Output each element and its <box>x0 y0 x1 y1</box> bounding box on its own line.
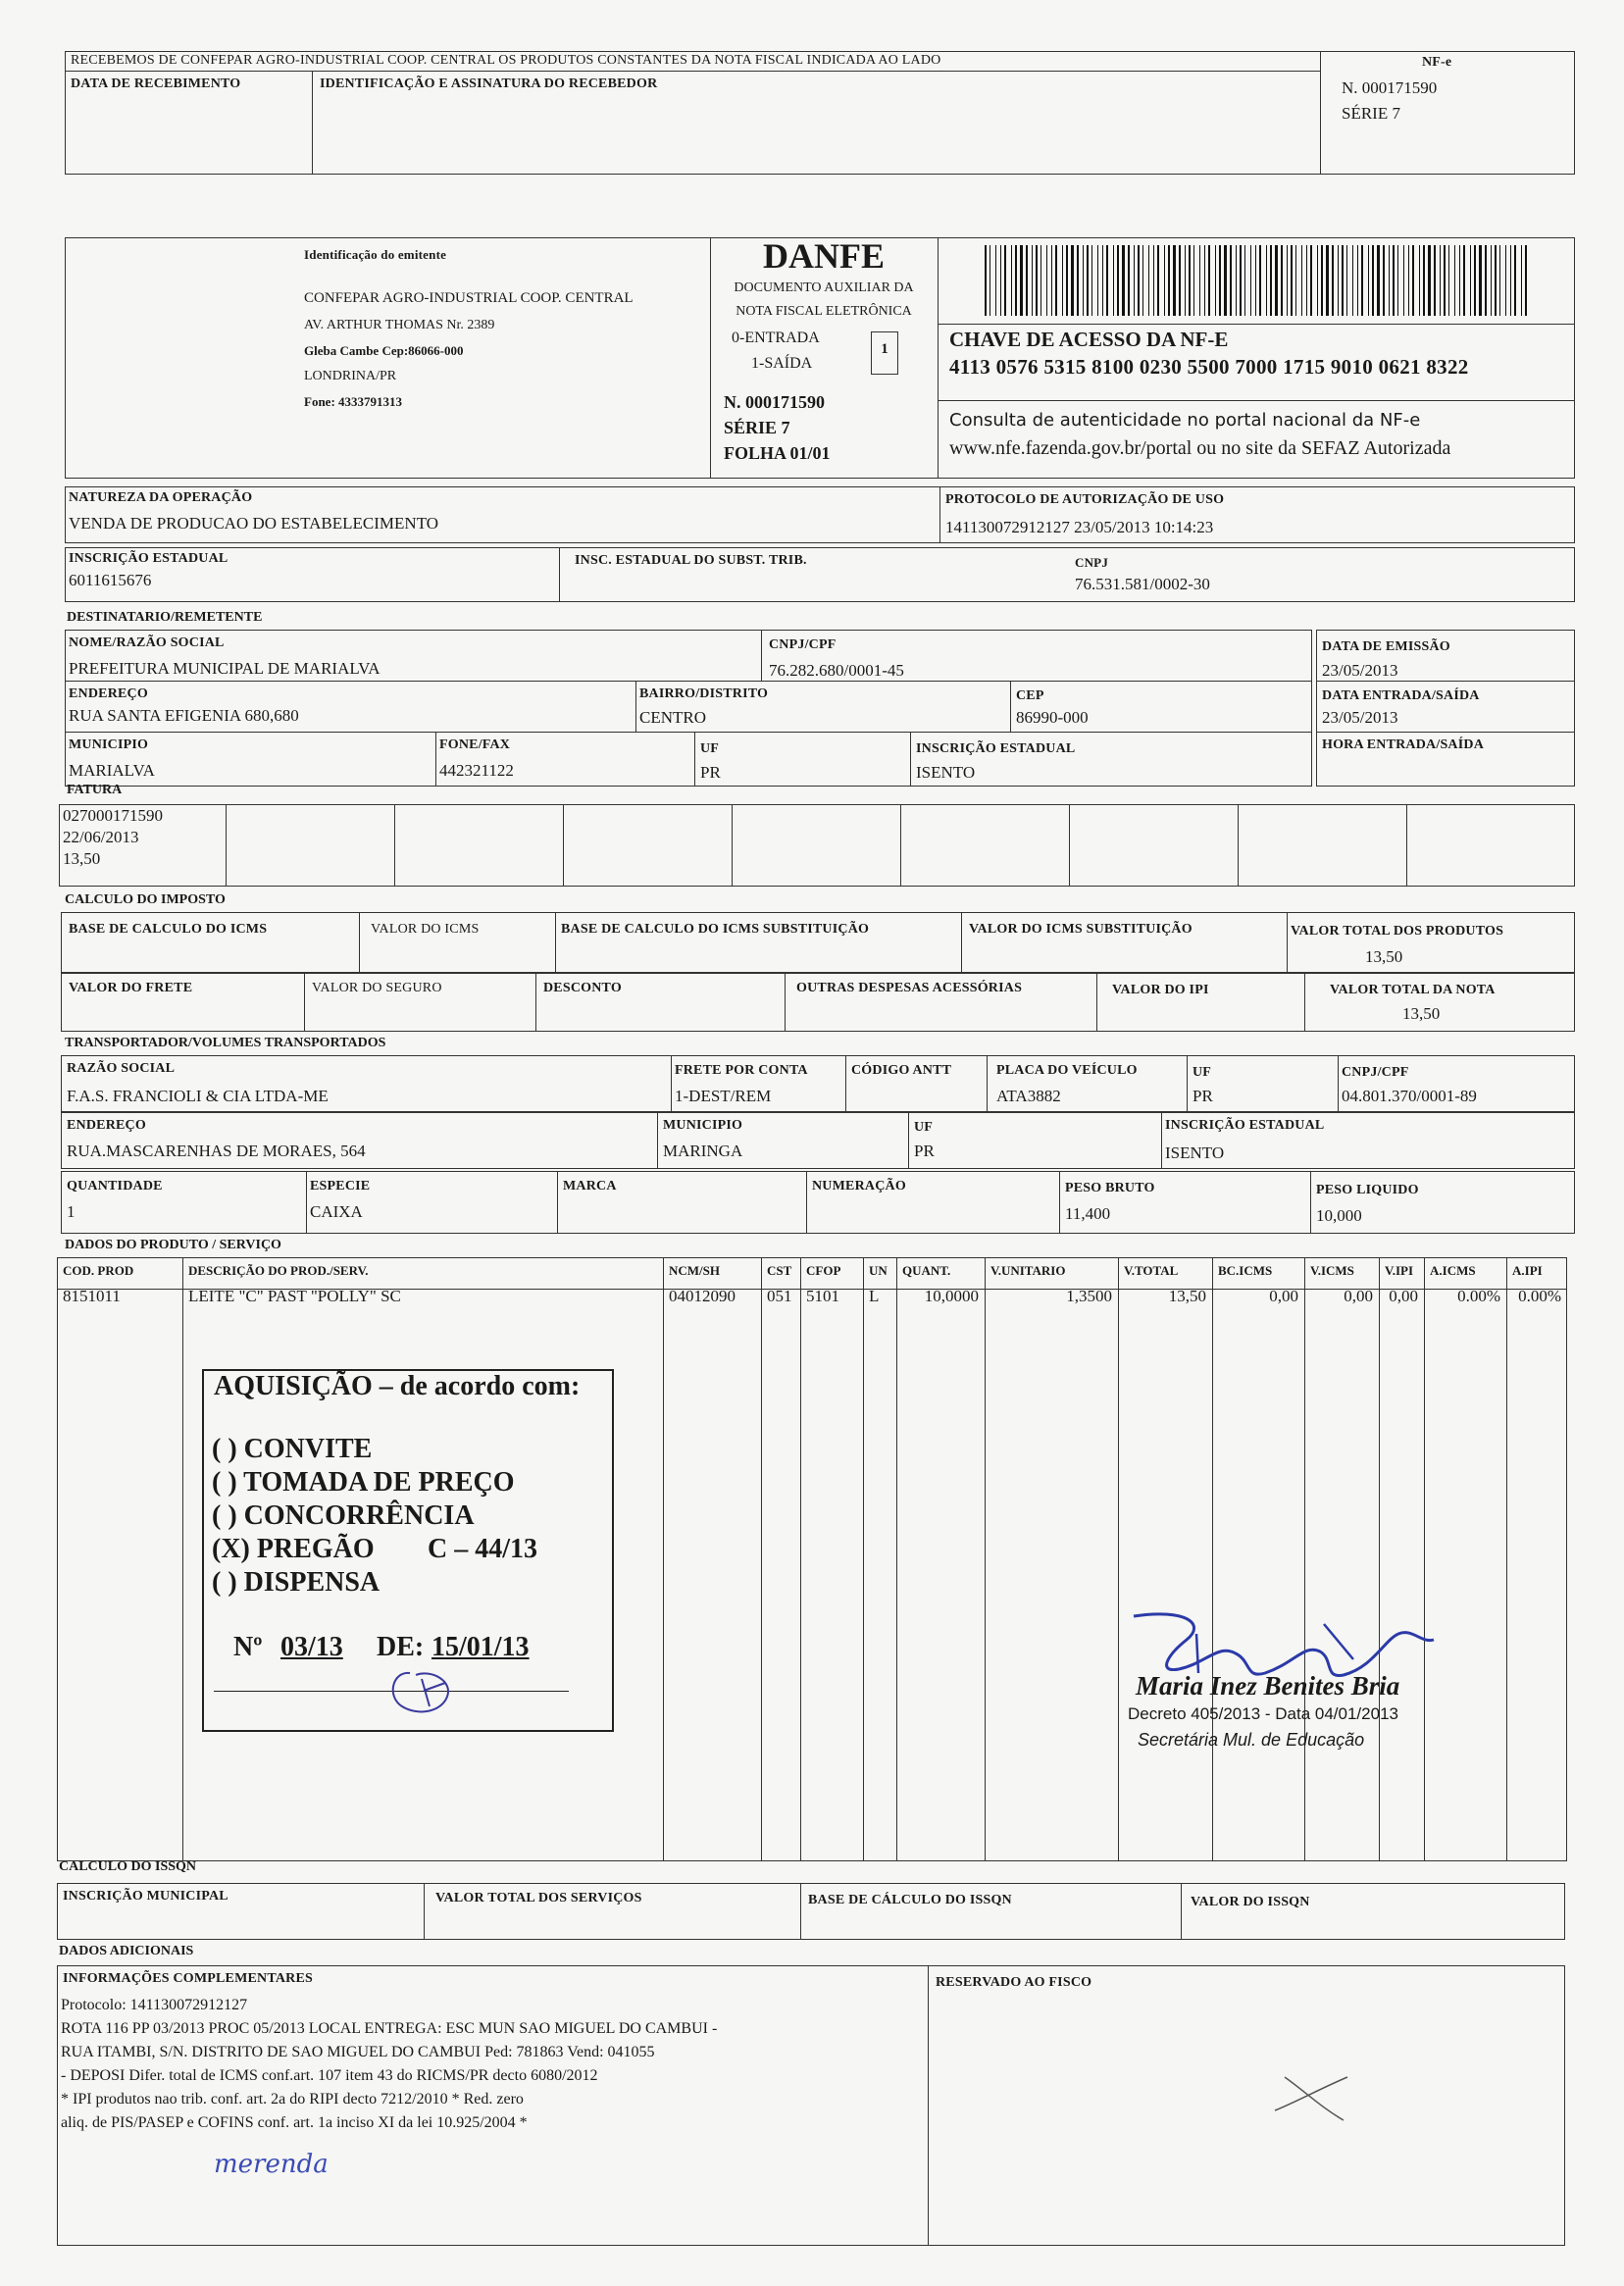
danfe-series: SÉRIE 7 <box>724 418 790 437</box>
species-label: ESPECIE <box>310 1179 371 1194</box>
barcode-bar <box>1295 245 1296 316</box>
recipient-uf-value: PR <box>700 763 721 782</box>
barcode-bar <box>1062 245 1063 316</box>
barcode-bar <box>1097 245 1098 316</box>
barcode-bar <box>1091 245 1092 316</box>
product-header-9: BC.ICMS <box>1218 1263 1273 1278</box>
barcode-bar <box>1393 245 1395 316</box>
species-value: CAIXA <box>310 1202 363 1221</box>
product-header-7: V.UNITARIO <box>990 1263 1066 1278</box>
invoice-number: 027000171590 <box>63 806 163 825</box>
barcode-bar <box>1046 245 1047 316</box>
issuer-city: LONDRINA/PR <box>304 369 397 383</box>
stamp-pregao: (X) PREGÃO <box>212 1534 375 1564</box>
product-cell: 04012090 <box>669 1287 736 1305</box>
receipt-number: N. 000171590 <box>1342 78 1438 97</box>
stamp-convite: ( ) CONVITE <box>212 1434 373 1464</box>
danfe-subtitle-2: NOTA FISCAL ELETRÔNICA <box>736 304 912 319</box>
barcode-bar <box>1255 245 1256 316</box>
barcode-bar <box>1230 245 1232 316</box>
product-column-divider <box>1304 1257 1305 1861</box>
barcode-bar <box>1463 245 1465 316</box>
danfe-title: DANFE <box>763 236 885 276</box>
recipient-cnpj-label: CNPJ/CPF <box>769 637 837 652</box>
signatory-decree: Decreto 405/2013 - Data 04/01/2013 <box>1128 1704 1398 1723</box>
base-icms-st-label: BASE DE CALCULO DO ICMS SUBSTITUIÇÃO <box>561 922 870 937</box>
product-cell: L <box>869 1287 880 1305</box>
ipi-label: VALOR DO IPI <box>1112 983 1209 997</box>
barcode-bar <box>1317 245 1318 316</box>
barcode-bar <box>1036 245 1038 316</box>
invoice-due: 22/06/2013 <box>63 828 139 846</box>
barcode-bar <box>1301 245 1302 316</box>
recipient-district-value: CENTRO <box>639 708 706 727</box>
signatory-name: Maria Inez Benites Bria <box>1136 1671 1400 1701</box>
issuer-district: Gleba Cambe Cep:86066-000 <box>304 343 464 358</box>
barcode-bar <box>1204 245 1205 316</box>
barcode-bar <box>1066 245 1068 316</box>
barcode-bar <box>1106 245 1108 316</box>
barcode-bar <box>1403 245 1404 316</box>
frete-label: VALOR DO FRETE <box>69 981 193 995</box>
recipient-address-value: RUA SANTA EFIGENIA 680,680 <box>69 706 299 725</box>
carrier-uf2-label: UF <box>914 1120 934 1135</box>
qty-value: 1 <box>67 1202 76 1221</box>
issqn-value-label: VALOR DO ISSQN <box>1191 1895 1310 1909</box>
recipient-cnpj-value: 76.282.680/0001-45 <box>769 661 904 680</box>
barcode-bar <box>1499 245 1500 316</box>
additional-info-line: Protocolo: 141130072912127 <box>61 1997 248 2013</box>
barcode-bar <box>1250 245 1251 316</box>
stamp-tomada: ( ) TOMADA DE PREÇO <box>212 1467 515 1498</box>
receipt-series: SÉRIE 7 <box>1342 104 1400 123</box>
issqn-base-label: BASE DE CÁLCULO DO ISSQN <box>808 1893 1012 1907</box>
issqn-im-label: INSCRIÇÃO MUNICIPAL <box>63 1889 228 1904</box>
barcode-bar <box>1026 245 1028 316</box>
protocol-value: 141130072912127 23/05/2013 10:14:23 <box>945 518 1214 536</box>
stamp-initials <box>373 1661 471 1720</box>
danfe-sheet: FOLHA 01/01 <box>724 443 831 463</box>
barcode-bar <box>1032 245 1033 316</box>
barcode-bar <box>1419 245 1420 316</box>
barcode-bar <box>1321 245 1323 316</box>
barcode-bar <box>1326 245 1329 316</box>
barcode-bar <box>1040 245 1041 316</box>
product-column-divider <box>1506 1257 1507 1861</box>
danfe-type-value: 1 <box>881 341 888 357</box>
base-icms-label: BASE DE CALCULO DO ICMS <box>69 922 268 937</box>
danfe-subtitle-1: DOCUMENTO AUXILIAR DA <box>734 280 914 295</box>
product-cell: LEITE "C" PAST "POLLY" SC <box>188 1287 401 1305</box>
barcode-bar <box>1157 245 1159 316</box>
barcode-bar <box>1077 245 1079 316</box>
additional-info-label: INFORMAÇÕES COMPLEMENTARES <box>63 1971 314 1986</box>
additional-info-line: RUA ITAMBI, S/N. DISTRITO DE SAO MIGUEL DO CAMBUI Ped: 781863 Vend: 041055 <box>61 2044 655 2060</box>
outras-label: OUTRAS DESPESAS ACESSÓRIAS <box>796 981 1023 995</box>
barcode-bar <box>1470 245 1471 316</box>
valor-icms-label: VALOR DO ICMS <box>371 922 480 937</box>
brand-label: MARCA <box>563 1179 617 1194</box>
issuer-cnpj-label: CNPJ <box>1075 555 1109 570</box>
barcode-bar <box>1219 245 1221 316</box>
product-header-8: V.TOTAL <box>1124 1263 1179 1278</box>
freight-value: 1-DEST/REM <box>675 1087 772 1105</box>
barcode-bar <box>1122 245 1125 316</box>
barcode-bar <box>1142 245 1143 316</box>
product-cell: 8151011 <box>63 1287 121 1305</box>
barcode-bar <box>1193 245 1194 316</box>
barcode-bar <box>1491 245 1492 316</box>
issuer-label: Identificação do emitente <box>304 247 447 262</box>
barcode-bar <box>1240 245 1242 316</box>
barcode-bar <box>1189 245 1191 316</box>
consult-line-2: www.nfe.fazenda.gov.br/portal ou no site da SEFAZ Autorizada <box>949 437 1451 459</box>
product-column-divider <box>863 1257 864 1861</box>
total-note-value: 13,50 <box>1402 1004 1441 1023</box>
product-header-6: QUANT. <box>902 1263 951 1278</box>
product-header-10: V.ICMS <box>1310 1263 1354 1278</box>
stamp-number-label: Nº <box>233 1632 263 1662</box>
barcode-bar <box>1179 245 1181 316</box>
barcode-bar <box>1514 245 1516 316</box>
issuer-phone: Fone: 4333791313 <box>304 394 403 409</box>
barcode-bar <box>985 245 987 316</box>
barcode-bar <box>1011 245 1012 316</box>
barcode-bar <box>1004 245 1006 316</box>
invoice-column-divider <box>226 804 227 887</box>
stamp-number-value: 03/13 <box>280 1632 343 1662</box>
stamp-concorrencia: ( ) CONCORRÊNCIA <box>212 1500 475 1531</box>
carrier-ie-value: ISENTO <box>1165 1143 1225 1162</box>
stamp-pregao-code: C – 44/13 <box>428 1534 537 1564</box>
barcode-bar <box>1338 245 1339 316</box>
stamp-dispensa: ( ) DISPENSA <box>212 1567 381 1598</box>
barcode-bar <box>1148 245 1149 316</box>
product-column-divider <box>1379 1257 1380 1861</box>
issue-date-value: 23/05/2013 <box>1322 661 1398 680</box>
barcode-bar <box>1397 245 1398 316</box>
barcode-bar <box>1138 245 1140 316</box>
protocol-label: PROTOCOLO DE AUTORIZAÇÃO DE USO <box>945 492 1225 507</box>
barcode-bar <box>1215 245 1216 316</box>
entry-date-value: 23/05/2013 <box>1322 708 1398 727</box>
valor-icms-st-label: VALOR DO ICMS SUBSTITUIÇÃO <box>969 922 1193 937</box>
antt-label: CÓDIGO ANTT <box>851 1063 952 1078</box>
carrier-name-value: F.A.S. FRANCIOLI & CIA LTDA-ME <box>67 1087 329 1105</box>
qty-label: QUANTIDADE <box>67 1179 163 1194</box>
carrier-ie-label: INSCRIÇÃO ESTADUAL <box>1165 1118 1325 1133</box>
product-column-divider <box>182 1257 183 1861</box>
barcode-bar <box>1306 245 1307 316</box>
barcode-bar <box>1383 245 1385 316</box>
barcode-bar <box>1199 245 1200 316</box>
invoice-section: FATURA <box>67 783 123 797</box>
additional-info-line: ROTA 116 PP 03/2013 PROC 05/2013 LOCAL ENTREGA: ESC MUN SAO MIGUEL DO CAMBUI - <box>61 2020 718 2037</box>
product-column-divider <box>761 1257 762 1861</box>
barcode-bar <box>1134 245 1135 316</box>
access-key-label: CHAVE DE ACESSO DA NF-E <box>949 328 1229 351</box>
seguro-label: VALOR DO SEGURO <box>312 981 442 995</box>
barcode-bar <box>1128 245 1130 316</box>
barcode-bar <box>1259 245 1261 316</box>
recipient-ie-label: INSCRIÇÃO ESTADUAL <box>916 741 1076 756</box>
issqn-section: CALCULO DO ISSQN <box>59 1859 197 1874</box>
receipt-date-label: DATA DE RECEBIMENTO <box>71 76 241 91</box>
gross-weight-value: 11,400 <box>1065 1204 1111 1223</box>
transport-section: TRANSPORTADOR/VOLUMES TRANSPORTADOS <box>65 1036 386 1050</box>
issuer-name: CONFEPAR AGRO-INDUSTRIAL COOP. CENTRAL <box>304 290 634 306</box>
barcode-bar <box>1474 245 1476 316</box>
carrier-address-label: ENDEREÇO <box>67 1118 146 1133</box>
recipient-uf-label: UF <box>700 741 720 756</box>
invoice-block <box>59 804 1575 887</box>
stamp-date-value: 15/01/13 <box>431 1632 530 1662</box>
carrier-city-value: MARINGA <box>663 1142 743 1160</box>
product-cell: 051 <box>767 1287 792 1305</box>
danfe-entrada: 0-ENTRADA <box>732 330 820 346</box>
product-cell: 0.00% <box>1518 1287 1561 1305</box>
net-weight-value: 10,000 <box>1316 1206 1362 1225</box>
barcode-bar <box>1434 245 1436 316</box>
barcode-bar <box>1377 245 1380 316</box>
barcode-bar <box>1485 245 1487 316</box>
issqn-block <box>57 1883 1565 1940</box>
barcode-bar <box>1102 245 1103 316</box>
additional-section: DADOS ADICIONAIS <box>59 1944 194 1958</box>
barcode-bar <box>1000 245 1001 316</box>
issqn-total-label: VALOR TOTAL DOS SERVIÇOS <box>435 1891 642 1905</box>
barcode-bar <box>1495 245 1497 316</box>
total-note-label: VALOR TOTAL DA NOTA <box>1330 983 1496 997</box>
barcode-bar <box>1357 245 1358 316</box>
net-weight-label: PESO LIQUIDO <box>1316 1183 1419 1197</box>
barcode-bar <box>1346 245 1347 316</box>
ie-block <box>65 547 1575 602</box>
barcode-bar <box>1208 245 1210 316</box>
barcode-bar <box>1153 245 1154 316</box>
signatory-role: Secretária Mul. de Educação <box>1138 1730 1365 1750</box>
fisco-label: RESERVADO AO FISCO <box>936 1975 1092 1990</box>
recipient-phone-label: FONE/FAX <box>439 737 511 752</box>
barcode-bar <box>1408 245 1409 316</box>
recipient-district-label: BAIRRO/DISTRITO <box>639 686 769 701</box>
product-header-5: UN <box>869 1263 888 1278</box>
product-cell: 0.00% <box>1457 1287 1500 1305</box>
product-header-11: V.IPI <box>1385 1263 1414 1278</box>
consult-line-1: Consulta de autenticidade no portal nacional da NF-e <box>949 410 1421 431</box>
recipient-name-value: PREFEITURA MUNICIPAL DE MARIALVA <box>69 659 381 678</box>
product-cell: 5101 <box>806 1287 839 1305</box>
entry-date-label: DATA ENTRADA/SAÍDA <box>1322 688 1480 703</box>
barcode-bar <box>1459 245 1460 316</box>
product-header-13: A.IPI <box>1512 1263 1543 1278</box>
receipt-nfe-label: NF-e <box>1422 55 1452 70</box>
carrier-uf2-value: PR <box>914 1142 935 1160</box>
barcode-bar <box>1428 245 1431 316</box>
additional-info-line: * IPI produtos nao trib. conf. art. 2a do RIPI decto 7212/2010 * Red. zero <box>61 2091 524 2108</box>
barcode-bar <box>1389 245 1390 316</box>
nature-label: NATUREZA DA OPERAÇÃO <box>69 490 253 505</box>
receipt-text: RECEBEMOS DE CONFEPAR AGRO-INDUSTRIAL COOP. CENTRAL OS PRODUTOS CONSTANTES DA NOTA FISCAL INDICADA AO LADO <box>71 53 941 68</box>
product-column-divider <box>1424 1257 1425 1861</box>
barcode-bar <box>1168 245 1170 316</box>
issue-date-label: DATA DE EMISSÃO <box>1322 639 1450 654</box>
invoice-column-divider <box>1406 804 1407 887</box>
barcode-bar <box>1020 245 1023 316</box>
danfe-saida: 1-SAÍDA <box>751 355 813 372</box>
barcode-bar <box>1352 245 1353 316</box>
barcode-bar <box>1173 245 1176 316</box>
invoice-column-divider <box>1238 804 1239 887</box>
product-cell: 1,3500 <box>1066 1287 1112 1305</box>
receipt-sign-label: IDENTIFICAÇÃO E ASSINATURA DO RECEBEDOR <box>320 76 658 91</box>
nature-value: VENDA DE PRODUCAO DO ESTABELECIMENTO <box>69 514 439 533</box>
invoice-amount: 13,50 <box>63 849 101 868</box>
recipient-name-label: NOME/RAZÃO SOCIAL <box>69 635 225 650</box>
barcode-bar <box>1266 245 1267 316</box>
barcode-bar <box>1525 245 1527 316</box>
product-cell: 0,00 <box>1344 1287 1373 1305</box>
plate-value: ATA3882 <box>996 1087 1061 1105</box>
recipient-city-label: MUNICIPIO <box>69 737 149 752</box>
gross-weight-label: PESO BRUTO <box>1065 1181 1155 1195</box>
product-column-divider <box>800 1257 801 1861</box>
danfe-number: N. 000171590 <box>724 392 825 412</box>
recipient-cep-value: 86990-000 <box>1016 708 1089 727</box>
product-column-divider <box>663 1257 664 1861</box>
barcode-bar <box>1113 245 1114 316</box>
desconto-label: DESCONTO <box>543 981 622 995</box>
barcode-bar <box>1448 245 1449 316</box>
barcode-bar <box>1368 245 1369 316</box>
fisco-cross-mark <box>1265 2067 1353 2126</box>
barcode-bar <box>1083 245 1084 316</box>
product-header-2: NCM/SH <box>669 1263 720 1278</box>
ie-label: INSCRIÇÃO ESTADUAL <box>69 551 228 566</box>
product-cell: 0,00 <box>1269 1287 1298 1305</box>
handwritten-note: merenda <box>214 2150 329 2179</box>
carrier-city-label: MUNICIPIO <box>663 1118 743 1133</box>
barcode-bar <box>1310 245 1312 316</box>
carrier-uf-value: PR <box>1193 1087 1213 1105</box>
total-products-label: VALOR TOTAL DOS PRODUTOS <box>1291 924 1504 939</box>
barcode-bar <box>1117 245 1119 316</box>
barcode-bar <box>1287 245 1288 316</box>
barcode-bar <box>1087 245 1089 316</box>
freight-label: FRETE POR CONTA <box>675 1063 808 1078</box>
barcode-bar <box>1270 245 1272 316</box>
barcode-bar <box>1051 245 1052 316</box>
ie-st-label: INSC. ESTADUAL DO SUBST. TRIB. <box>575 553 807 568</box>
product-cell: 0,00 <box>1389 1287 1418 1305</box>
barcode-bar <box>1342 245 1344 316</box>
barcode-bar <box>1275 245 1278 316</box>
barcode-bar <box>995 245 996 316</box>
barcode-bar <box>1505 245 1506 316</box>
carrier-uf-label: UF <box>1193 1065 1212 1080</box>
barcode-bar <box>1015 245 1017 316</box>
barcode-bar <box>1440 245 1441 316</box>
recipient-section: DESTINATARIO/REMETENTE <box>67 610 263 625</box>
carrier-address-value: RUA.MASCARENHAS DE MORAES, 564 <box>67 1142 366 1160</box>
issuer-cnpj-value: 76.531.581/0002-30 <box>1075 575 1210 593</box>
numbering-label: NUMERAÇÃO <box>812 1179 906 1194</box>
barcode-bar <box>1164 245 1165 316</box>
barcode-bar <box>1423 245 1425 316</box>
barcode-bar <box>1479 245 1482 316</box>
entry-hour-label: HORA ENTRADA/SAÍDA <box>1322 737 1485 752</box>
product-cell: 10,0000 <box>924 1287 979 1305</box>
carrier-name-label: RAZÃO SOCIAL <box>67 1061 176 1076</box>
barcode-bar <box>1224 245 1227 316</box>
invoice-column-divider <box>732 804 733 887</box>
invoice-column-divider <box>1069 804 1070 887</box>
barcode-bar <box>1185 245 1186 316</box>
additional-info-line: - DEPOSI Difer. total de ICMS conf.art. 107 item 43 do RICMS/PR decto 6080/2012 <box>61 2067 598 2084</box>
stamp-title: AQUISIÇÃO – de acordo com: <box>214 1371 581 1401</box>
barcode-bar <box>1055 245 1057 316</box>
product-header-3: CST <box>767 1263 792 1278</box>
barcode-bar <box>1281 245 1283 316</box>
products-section: DADOS DO PRODUTO / SERVIÇO <box>65 1238 281 1252</box>
carrier-cnpj-label: CNPJ/CPF <box>1342 1065 1409 1080</box>
product-column-divider <box>985 1257 986 1861</box>
product-column-divider <box>896 1257 897 1861</box>
recipient-ie-value: ISENTO <box>916 763 976 782</box>
recipient-cep-label: CEP <box>1016 688 1044 703</box>
barcode-bar <box>1510 245 1511 316</box>
recipient-phone-value: 442321122 <box>439 761 514 780</box>
access-key: 4113 0576 5315 8100 0230 5500 7000 1715 9010 0621 8322 <box>949 355 1469 379</box>
product-cell: 13,50 <box>1168 1287 1206 1305</box>
issuer-address: AV. ARTHUR THOMAS Nr. 2389 <box>304 318 495 332</box>
recipient-city-value: MARIALVA <box>69 761 155 780</box>
tax-section: CALCULO DO IMPOSTO <box>65 892 226 907</box>
barcode-bar <box>1244 245 1245 316</box>
barcode <box>985 245 1530 316</box>
invoice-column-divider <box>900 804 901 887</box>
invoice-column-divider <box>394 804 395 887</box>
additional-info-line: aliq. de PIS/PASEP e COFINS conf. art. 1a inciso XI da lei 10.925/2004 * <box>61 2114 528 2131</box>
product-header-1: DESCRIÇÃO DO PROD./SERV. <box>188 1263 369 1278</box>
barcode-bar <box>1291 245 1293 316</box>
barcode-bar <box>1444 245 1446 316</box>
product-header-12: A.ICMS <box>1430 1263 1476 1278</box>
total-products-value: 13,50 <box>1365 947 1403 966</box>
product-column-divider <box>1212 1257 1213 1861</box>
product-header-0: COD. PROD <box>63 1263 134 1278</box>
barcode-bar <box>1521 245 1522 316</box>
barcode-bar <box>1361 245 1363 316</box>
carrier-cnpj-value: 04.801.370/0001-89 <box>1342 1087 1477 1105</box>
barcode-bar <box>1454 245 1455 316</box>
product-column-divider <box>1118 1257 1119 1861</box>
plate-label: PLACA DO VEÍCULO <box>996 1063 1138 1078</box>
product-header-4: CFOP <box>806 1263 841 1278</box>
barcode-bar <box>1071 245 1074 316</box>
ie-value: 6011615676 <box>69 571 152 589</box>
barcode-bar <box>1236 245 1237 316</box>
invoice-column-divider <box>563 804 564 887</box>
barcode-bar <box>1412 245 1414 316</box>
recipient-address-label: ENDEREÇO <box>69 686 148 701</box>
barcode-bar <box>1372 245 1374 316</box>
stamp-date-label: DE: <box>377 1632 425 1662</box>
barcode-bar <box>1332 245 1334 316</box>
